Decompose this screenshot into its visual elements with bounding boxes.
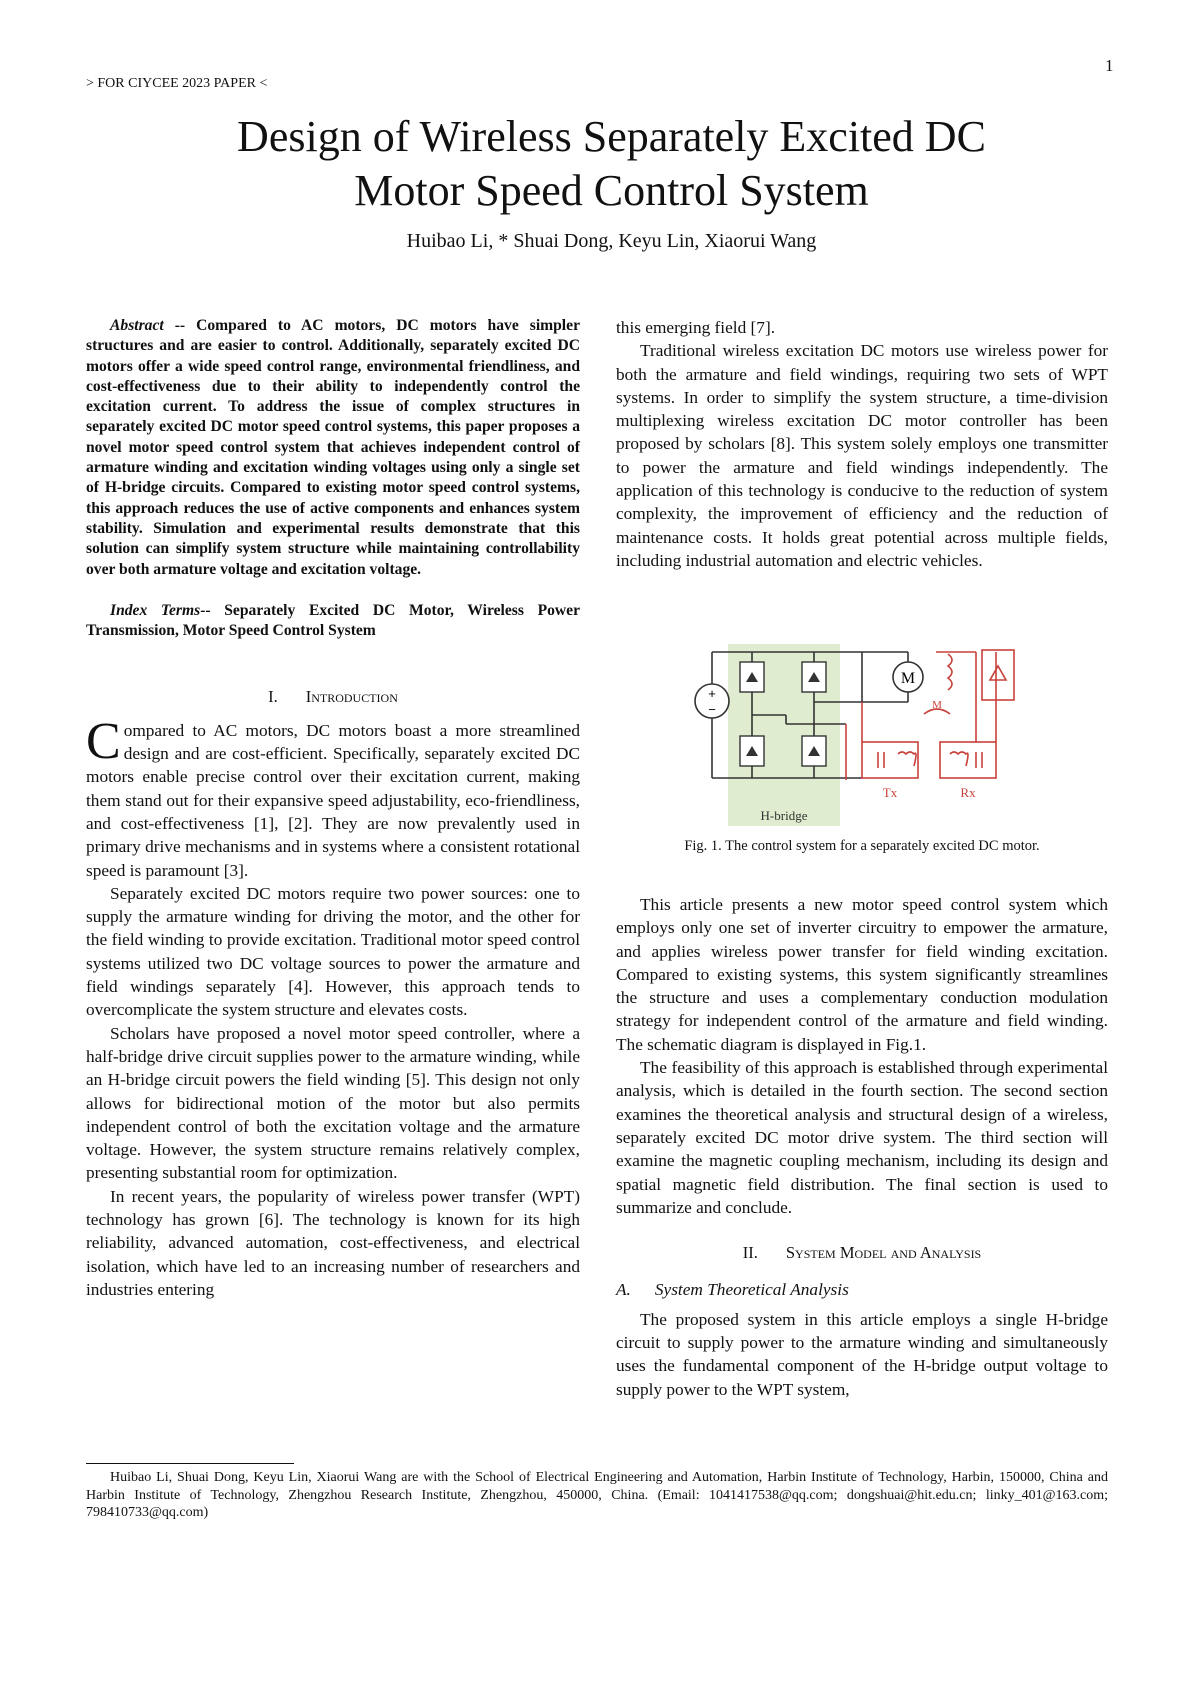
- intro-paragraph-3: Scholars have proposed a novel motor speed controller, where a half-bridge drive circuit supplies power to the armature winding, while an H-bridge circuit powers the field winding [5]. This design not only allows for bidirectional motion of the motor but also permits independent control of both the excitation voltage and the armature voltage. However, the system structure remains relatively complex, presenting substantial room for optimization.: [86, 1023, 580, 1183]
- section-number: I.: [268, 687, 278, 707]
- section-title: Introduction: [305, 687, 398, 707]
- running-header: > FOR CIYCEE 2023 PAPER <: [86, 76, 268, 91]
- footnote-divider: [86, 1463, 294, 1464]
- svg-text:−: −: [708, 702, 716, 717]
- intro-paragraph-2: Separately excited DC motors require two power sources: one to supply the armature winding for driving the motor, and the other for the field winding to provide excitation. Traditional motor speed control systems utilized two DC voltage sources to power the armature and field windings separately [4]. However, this approach tends to overcomplicate the system structure and elevates costs.: [86, 883, 580, 1020]
- rx-label: Rx: [960, 785, 976, 800]
- abstract-text: -- Compared to AC motors, DC motors have simpler structures and are easier to control. Additionally, separately excited DC motors offer a wide speed control range, environmental friendliness, and cost-effectiveness due to their ability to independently control the excitation current. To address the issue of complex structures in separately excited DC motor speed control systems, this paper proposes a novel motor speed control system that achieves independent control of armature winding and excitation winding voltages using only a single set of H-bridge circuits. Compared to existing motor speed control systems, this approach reduces the use of active components and enhances system stability. Simulation and experimental results demonstrate that this solution can simplify system structure while maintaining controllability over both armature voltage and excitation voltage.: [86, 317, 580, 578]
- author-affiliation-footnote: Huibao Li, Shuai Dong, Keyu Lin, Xiaorui Wang are with the School of Electrical Engineering and Automation, Harbin Institute of Technology, Harbin, 150000, China and Harbin Institute of Technology, Zhengzhou Research Institute, Zhengzhou, 450000, China. (Email: 1041417538@qq.com; dongshuai@hit.edu.cn; linky_401@163.com; 798410733@qq.com): [86, 1470, 1108, 1520]
- intro-paragraph-1: [86, 712, 580, 882]
- intro-paragraph-5: Traditional wireless excitation DC motors use wireless power for both the armature and field windings, requiring two sets of WPT systems. In order to simplify the system structure, a time-division multiplexing wireless excitation DC motor controller has been proposed by scholars [8]. This system solely employs one transmitter to power the armature and field windings independently. The application of this technology is conducive to the reduction of system complexity, the improvement of efficiency and the reduction of maintenance costs. It holds great potential across multiple fields, including industrial automation and electric vehicles.: [616, 341, 1108, 570]
- section-title: System Model and Analysis: [785, 1243, 982, 1263]
- right-column-lower: [616, 893, 1108, 1401]
- title-line-2: Motor Speed Control System: [354, 166, 869, 215]
- svg-text:+: +: [708, 686, 716, 701]
- section-number: II.: [742, 1243, 758, 1263]
- right-column-upper: [616, 316, 1108, 572]
- mutual-inductance-label: M: [932, 699, 942, 711]
- abstract-label: Abstract: [110, 317, 164, 334]
- tx-label: Tx: [882, 785, 898, 800]
- index-terms: [86, 601, 580, 642]
- index-terms-label: Index Terms: [110, 601, 201, 619]
- intro-paragraph-7: The feasibility of this approach is established through experimental analysis, which is detailed in the fourth section. The second section examines the theoretical analysis and structural design of a wireless, separately excited DC motor drive system. The third section will examine the magnetic coupling mechanism, including its design and spatial magnetic field distribution. The final section is used to summarize and conclude.: [616, 1058, 1108, 1217]
- index-terms-text: -- Separately Excited DC Motor, Wireless Power Transmission, Motor Speed Control System: [86, 601, 580, 640]
- intro-paragraph-4: In recent years, the popularity of wireless power transfer (WPT) technology has grown [6]. The technology is known for its high reliability, advanced automation, cost-effectiveness, and electrical isolation, which have led to an increasing number of researchers and industries entering: [86, 1186, 580, 1299]
- motor-label: M: [900, 670, 916, 687]
- subsection-letter: A.: [616, 1280, 631, 1300]
- intro-paragraph-6: This article presents a new motor speed control system which employs only one set of inverter circuitry to empower the armature, and applies wireless power transfer for field winding excitation. Compared to existing systems, this system significantly streamlines the structure and uses a complementary conduction modulation strategy for independent control of the armature and field winding. The schematic diagram is displayed in Fig.1.: [616, 895, 1108, 1054]
- page-number: 1: [1105, 56, 1114, 75]
- left-column: [86, 316, 580, 1301]
- subsection-title: System Theoretical Analysis: [654, 1280, 849, 1300]
- paper-title: [0, 110, 1191, 218]
- subsection-heading: [616, 1278, 1108, 1301]
- figure-1-circuit-diagram: [676, 642, 1116, 828]
- author-list: Huibao Li, * Shuai Dong, Keyu Lin, Xiaorui Wang: [406, 230, 817, 252]
- section-heading-introduction: [86, 685, 580, 708]
- section2-paragraph-1: The proposed system in this article employs a single H-bridge circuit to supply power to the armature winding and simultaneously uses the fundamental component of the H-bridge output voltage to supply power to the WPT system,: [616, 1309, 1108, 1399]
- intro-paragraph-1-text: ompared to AC motors, DC motors boast a more streamlined design and are cost-efficient. Specifically, separately excited DC motors enable precise control over their excitation current, making them stand out for their expansive speed adjustability, eco-friendliness, and cost-effectiveness [1], [2]. They are now prevalently used in primary drive mechanisms and in systems where a consistent rotational speed is paramount [3].: [86, 720, 580, 880]
- hbridge-label: H-bridge: [760, 808, 808, 823]
- figure-1-caption: Fig. 1. The control system for a separately excited DC motor.: [684, 838, 1040, 854]
- intro-paragraph-4-continued: this emerging field [7].: [616, 318, 776, 337]
- title-line-1: Design of Wireless Separately Excited DC: [237, 112, 986, 161]
- section-heading-system-model: [616, 1241, 1108, 1264]
- abstract: [86, 316, 580, 580]
- drop-cap: C: [86, 712, 121, 770]
